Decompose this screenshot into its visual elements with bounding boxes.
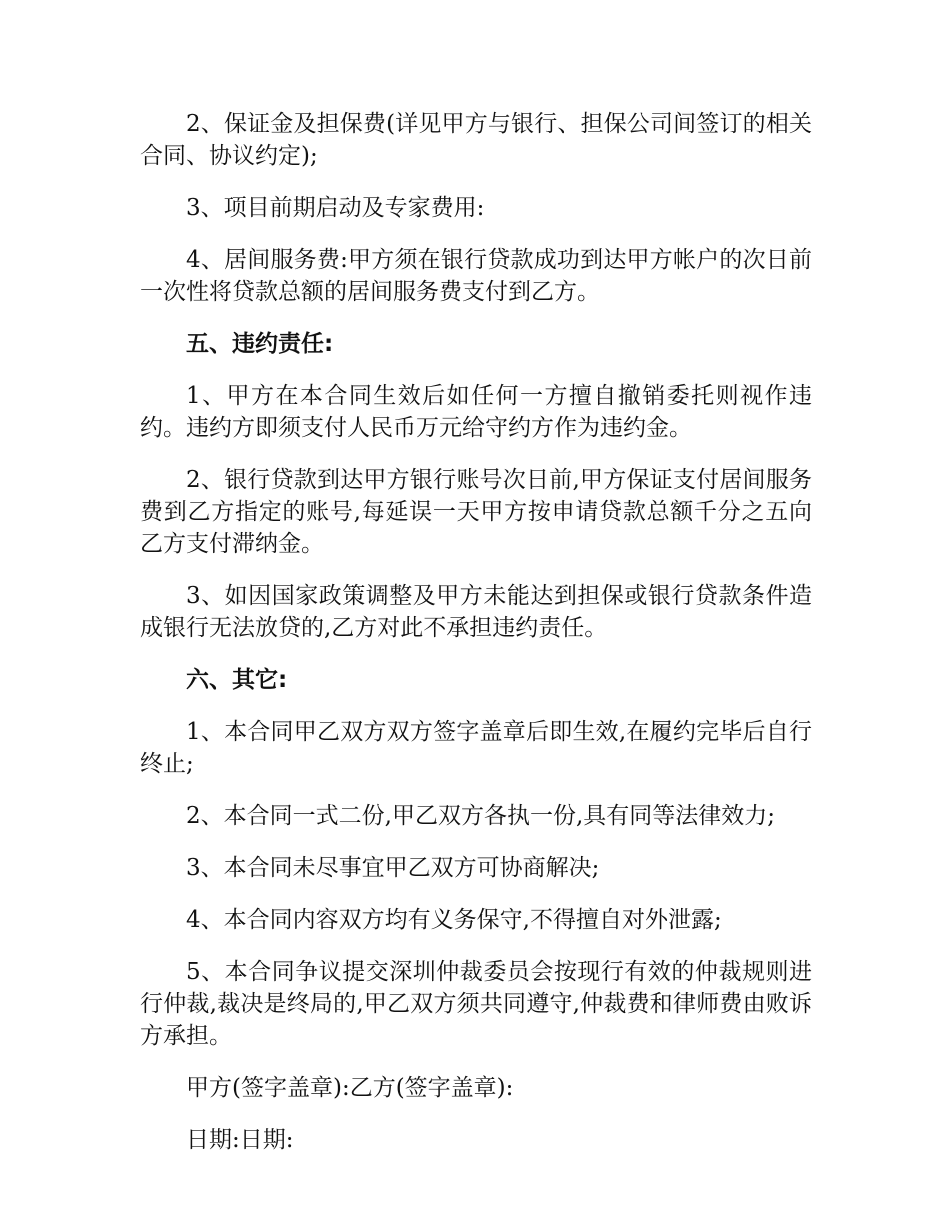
section5-heading: 五、违约责任: — [186, 331, 334, 357]
section6-item-2: 2、本合同一式二份,甲乙双方各执一份,具有同等法律效力; — [186, 803, 776, 829]
section5-item-1: 1、甲方在本合同生效后如任何一方擅自撤销委托则视作违约。违约方即须支付人民币万元给守约方作为违约金。 — [140, 383, 812, 441]
section5-item-2: 2、银行贷款到达甲方银行账号次日前,甲方保证支付居间服务费到乙方指定的账号,每延误一天甲方按申请贷款总额千分之五向乙方支付滞纳金。 — [140, 467, 812, 557]
section4-item-4: 4、居间服务费:甲方须在银行贷款成功到达甲方帐户的次日前一次性将贷款总额的居间服务费支付到乙方。 — [140, 247, 812, 305]
section4-item-3: 3、项目前期启动及专家费用: — [186, 195, 485, 221]
section6-item-5: 5、本合同争议提交深圳仲裁委员会按现行有效的仲裁规则进行仲裁,裁决是终局的,甲乙双方须共同遵守,仲裁费和律师费由败诉方承担。 — [140, 959, 812, 1049]
contract-page — [140, 108, 812, 1176]
signature-line: 甲方(签字盖章):乙方(签字盖章): — [186, 1075, 514, 1101]
section6-item-1: 1、本合同甲乙双方双方签字盖章后即生效,在履约完毕后自行终止; — [140, 719, 812, 777]
date-line: 日期:日期: — [186, 1127, 294, 1153]
section6-item-4: 4、本合同内容双方均有义务保守,不得擅自对外泄露; — [186, 907, 722, 933]
section6-heading: 六、其它: — [186, 667, 288, 693]
section6-item-3: 3、本合同未尽事宜甲乙双方可协商解决; — [186, 855, 600, 881]
section5-item-3: 3、如因国家政策调整及甲方未能达到担保或银行贷款条件造成银行无法放贷的,乙方对此不承担违约责任。 — [140, 583, 812, 641]
section4-item-2: 2、保证金及担保费(详见甲方与银行、担保公司间签订的相关合同、协议约定); — [140, 111, 812, 169]
